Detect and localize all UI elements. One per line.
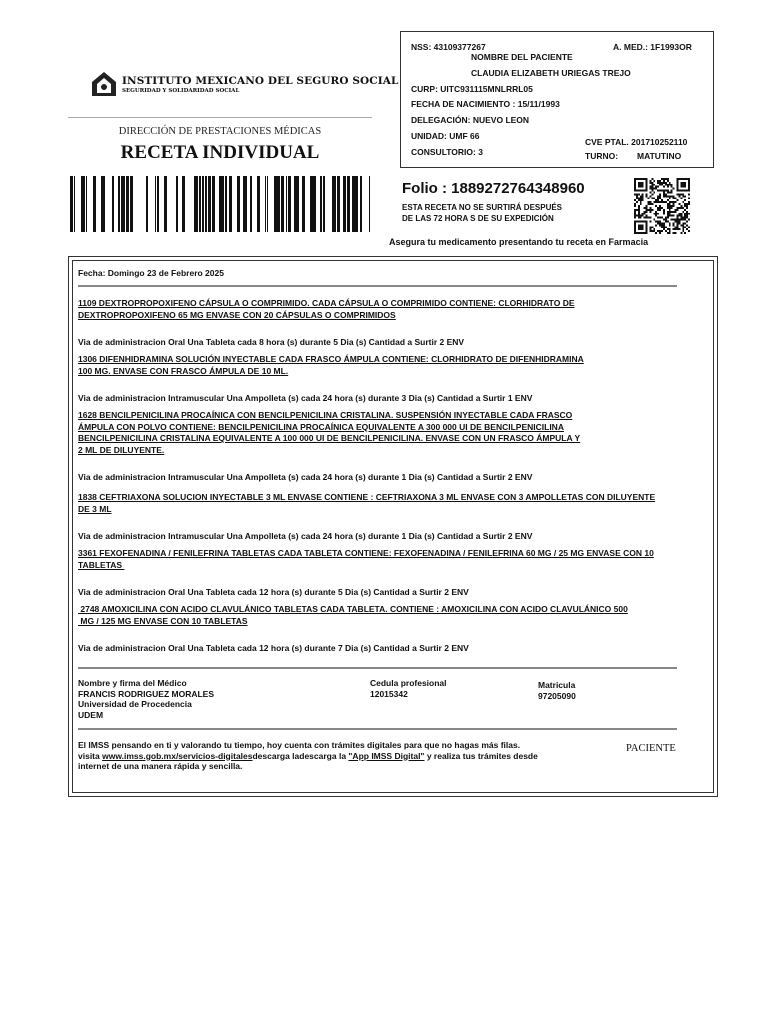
folio-number: Folio : 1889272764348960 [402,180,585,197]
separator-top [78,285,677,287]
medication-description [78,298,698,321]
medication-description [78,410,698,456]
delegacion: DELEGACIÓN: NUEVO LEON [411,115,530,125]
administration-instructions: Via de administracion Intramuscular Una Ampolleta (s) cada 24 hora (s) durante 3 Dia (s) Cantidad a Surtir 1 ENV [78,393,533,403]
cedula-block [370,678,447,699]
page-title: RECETA INDIVIDUAL [120,142,320,163]
university-name: UDEM [78,709,104,720]
institution-subtitle: SEGURIDAD Y SOLIDARIDAD SOCIAL [122,88,240,94]
cedula-value: 12015342 [370,688,408,699]
footer-trailing-text: y realiza tus trámites desde [424,750,538,761]
app-imss-digital-link[interactable]: "App IMSS Digital" [348,750,425,761]
patient-name: CLAUDIA ELIZABETH URIEGAS TREJO [471,68,631,78]
doctor-name: FRANCIS RODRIGUEZ MORALES [78,688,214,699]
separator-bottom [78,728,677,730]
medication-line: 1306 DIFENHIDRAMINA SOLUCIÓN INYECTABLE CADA FRASCO ÁMPULA CONTIENE: CLORHIDRATO DE DIFENHIDRAMINA [78,354,584,364]
matricula-label: Matricula [538,680,576,690]
medication-line: 2748 AMOXICILINA CON ACIDO CLAVULÁNICO TABLETAS CADA TABLETA. CONTIENE : AMOXICILINA CON ACIDO CLAVULÁNICO 500 [78,604,628,614]
medication-description [78,354,698,377]
medication-description [78,492,698,515]
administration-instructions: Via de administracion Intramuscular Una Ampolleta (s) cada 24 hora (s) durante 1 Dia (s) Cantidad a Surtir 2 ENV [78,531,533,541]
medication-description [78,604,698,627]
institution-name: INSTITUTO MEXICANO DEL SEGURO SOCIAL [122,75,399,87]
prescription-date: Fecha: Domingo 23 de Febrero 2025 [78,268,224,278]
footer-line-1: El IMSS pensando en ti y valorando tu tiempo, hoy cuenta con trámites digitales para que no hagas más filas. [78,740,521,750]
medication-line: TABLETAS [78,559,125,570]
administration-instructions: Via de administracion Oral Una Tableta cada 12 hora (s) durante 5 Dia (s) Cantidad a Surtir 2 ENV [78,587,469,597]
unidad: UNIDAD: UMF 66 [411,131,480,141]
header-divider [68,117,372,118]
medication-description [78,548,698,571]
footer-line-2 [78,751,618,762]
consultorio: CONSULTORIO: 3 [411,147,483,157]
matricula-value: 97205090 [538,690,576,701]
matricula-block [538,680,576,701]
barcode [70,176,370,232]
medication-line: MG / 125 MG ENVASE CON 10 TABLETAS [78,615,248,626]
folio-note-line-2: DE LAS 72 HORA S DE SU EXPEDICIÓN [402,214,554,223]
cve-ptal [585,137,687,147]
doctor-block [78,678,214,720]
separator-middle [78,667,677,669]
turno-label: TURNO: [585,151,619,161]
medication-line: 3361 FEXOFENADINA / FENILEFRINA TABLETAS CADA TABLETA CONTIENE: FEXOFENADINA / FENILEFRINA 60 MG / 25 MG ENVASE CON 10 [78,548,654,558]
footer-line-3: internet de una manera rápida y sencilla. [78,761,243,771]
cve-ptal-label: CVE PTAL. [585,137,629,147]
asegura-notice: Asegura tu medicamento presentando tu receta en Farmacia [389,237,649,247]
folio-note-line-1: ESTA RECETA NO SE SURTIRÁ DESPUÉS [402,203,563,212]
administration-instructions: Via de administracion Intramuscular Una Ampolleta (s) cada 24 hora (s) durante 1 Dia (s) Cantidad a Surtir 2 ENV [78,472,533,482]
administration-instructions: Via de administracion Oral Una Tableta cada 12 hora (s) durante 7 Dia (s) Cantidad a Surtir 2 ENV [78,643,469,653]
folio-note [402,202,562,224]
imss-eagle-icon [88,68,120,100]
medication-line: 1838 CEFTRIAXONA SOLUCION INYECTABLE 3 ML ENVASE CONTIENE : CEFTRIAXONA 3 ML ENVASE CON 3 AMPOLLETAS CON DILUYENTE [78,492,656,502]
medication-line: 100 MG. ENVASE CON FRASCO ÁMPULA DE 10 ML. [78,365,289,376]
curp: CURP: UITC931115MNLRRL05 [411,84,533,94]
copy-label: PACIENTE [626,743,676,754]
nss: NSS: 43109377267 [411,42,486,52]
cedula-label: Cedula profesional [370,678,447,688]
patient-info-box [400,31,714,168]
qr-code [634,178,690,234]
cve-ptal-value: 201710252110 [631,137,688,147]
digital-services-notice [78,740,618,772]
imss-logo [88,68,399,104]
birth-date: FECHA DE NACIMIENTO : 15/11/1993 [411,99,560,109]
medication-line: DEXTROPROPOXIFENO 65 MG ENVASE CON 20 CÁPSULAS O COMPRIMIDOS [78,309,396,320]
university-label: Universidad de Procedencia [78,699,192,709]
a-med: A. MED.: 1F1993OR [613,42,692,52]
administration-instructions: Via de administracion Oral Una Tableta cada 8 hora (s) durante 5 Dia (s) Cantidad a Surtir 2 ENV [78,337,465,347]
footer-visit-text: visita [78,750,103,761]
doctor-label: Nombre y firma del Médico [78,678,187,688]
medication-line: ÁMPULA CON POLVO CONTIENE: BENCILPENICILINA PROCAÍNICA EQUIVALENTE A 300 000 UI DE BENCILPENICILINA [78,421,564,432]
patient-name-label: NOMBRE DEL PACIENTE [471,52,573,62]
direccion-label: DIRECCIÓN DE PRESTACIONES MÉDICAS [118,126,322,137]
turno-value: MATUTINO [637,151,682,161]
medication-line: 2 ML DE DILUYENTE. [78,444,165,455]
medication-line: DE 3 ML [78,503,112,514]
medication-line: 1109 DEXTROPROPOXIFENO CÁPSULA O COMPRIMIDO. CADA CÁPSULA O COMPRIMIDO CONTIENE: CLORHIDRATO DE [78,298,575,308]
imss-digital-services-link[interactable]: www.imss.gob.mx/servicios-digitales [102,750,253,761]
medication-line: BENCILPENICILINA CRISTALINA EQUIVALENTE A 100 000 UI DE BENCILPENICILINA. ENVASE CON UN FRASCO ÁMPULA Y [78,433,581,443]
footer-download-text: descarga ladescarga la [252,750,349,761]
medication-line: 1628 BENCILPENICILINA PROCAÍNICA CON BENCILPENICILINA CRISTALINA. SUSPENSIÓN INYECTABLE CADA FRASCO [78,410,573,420]
